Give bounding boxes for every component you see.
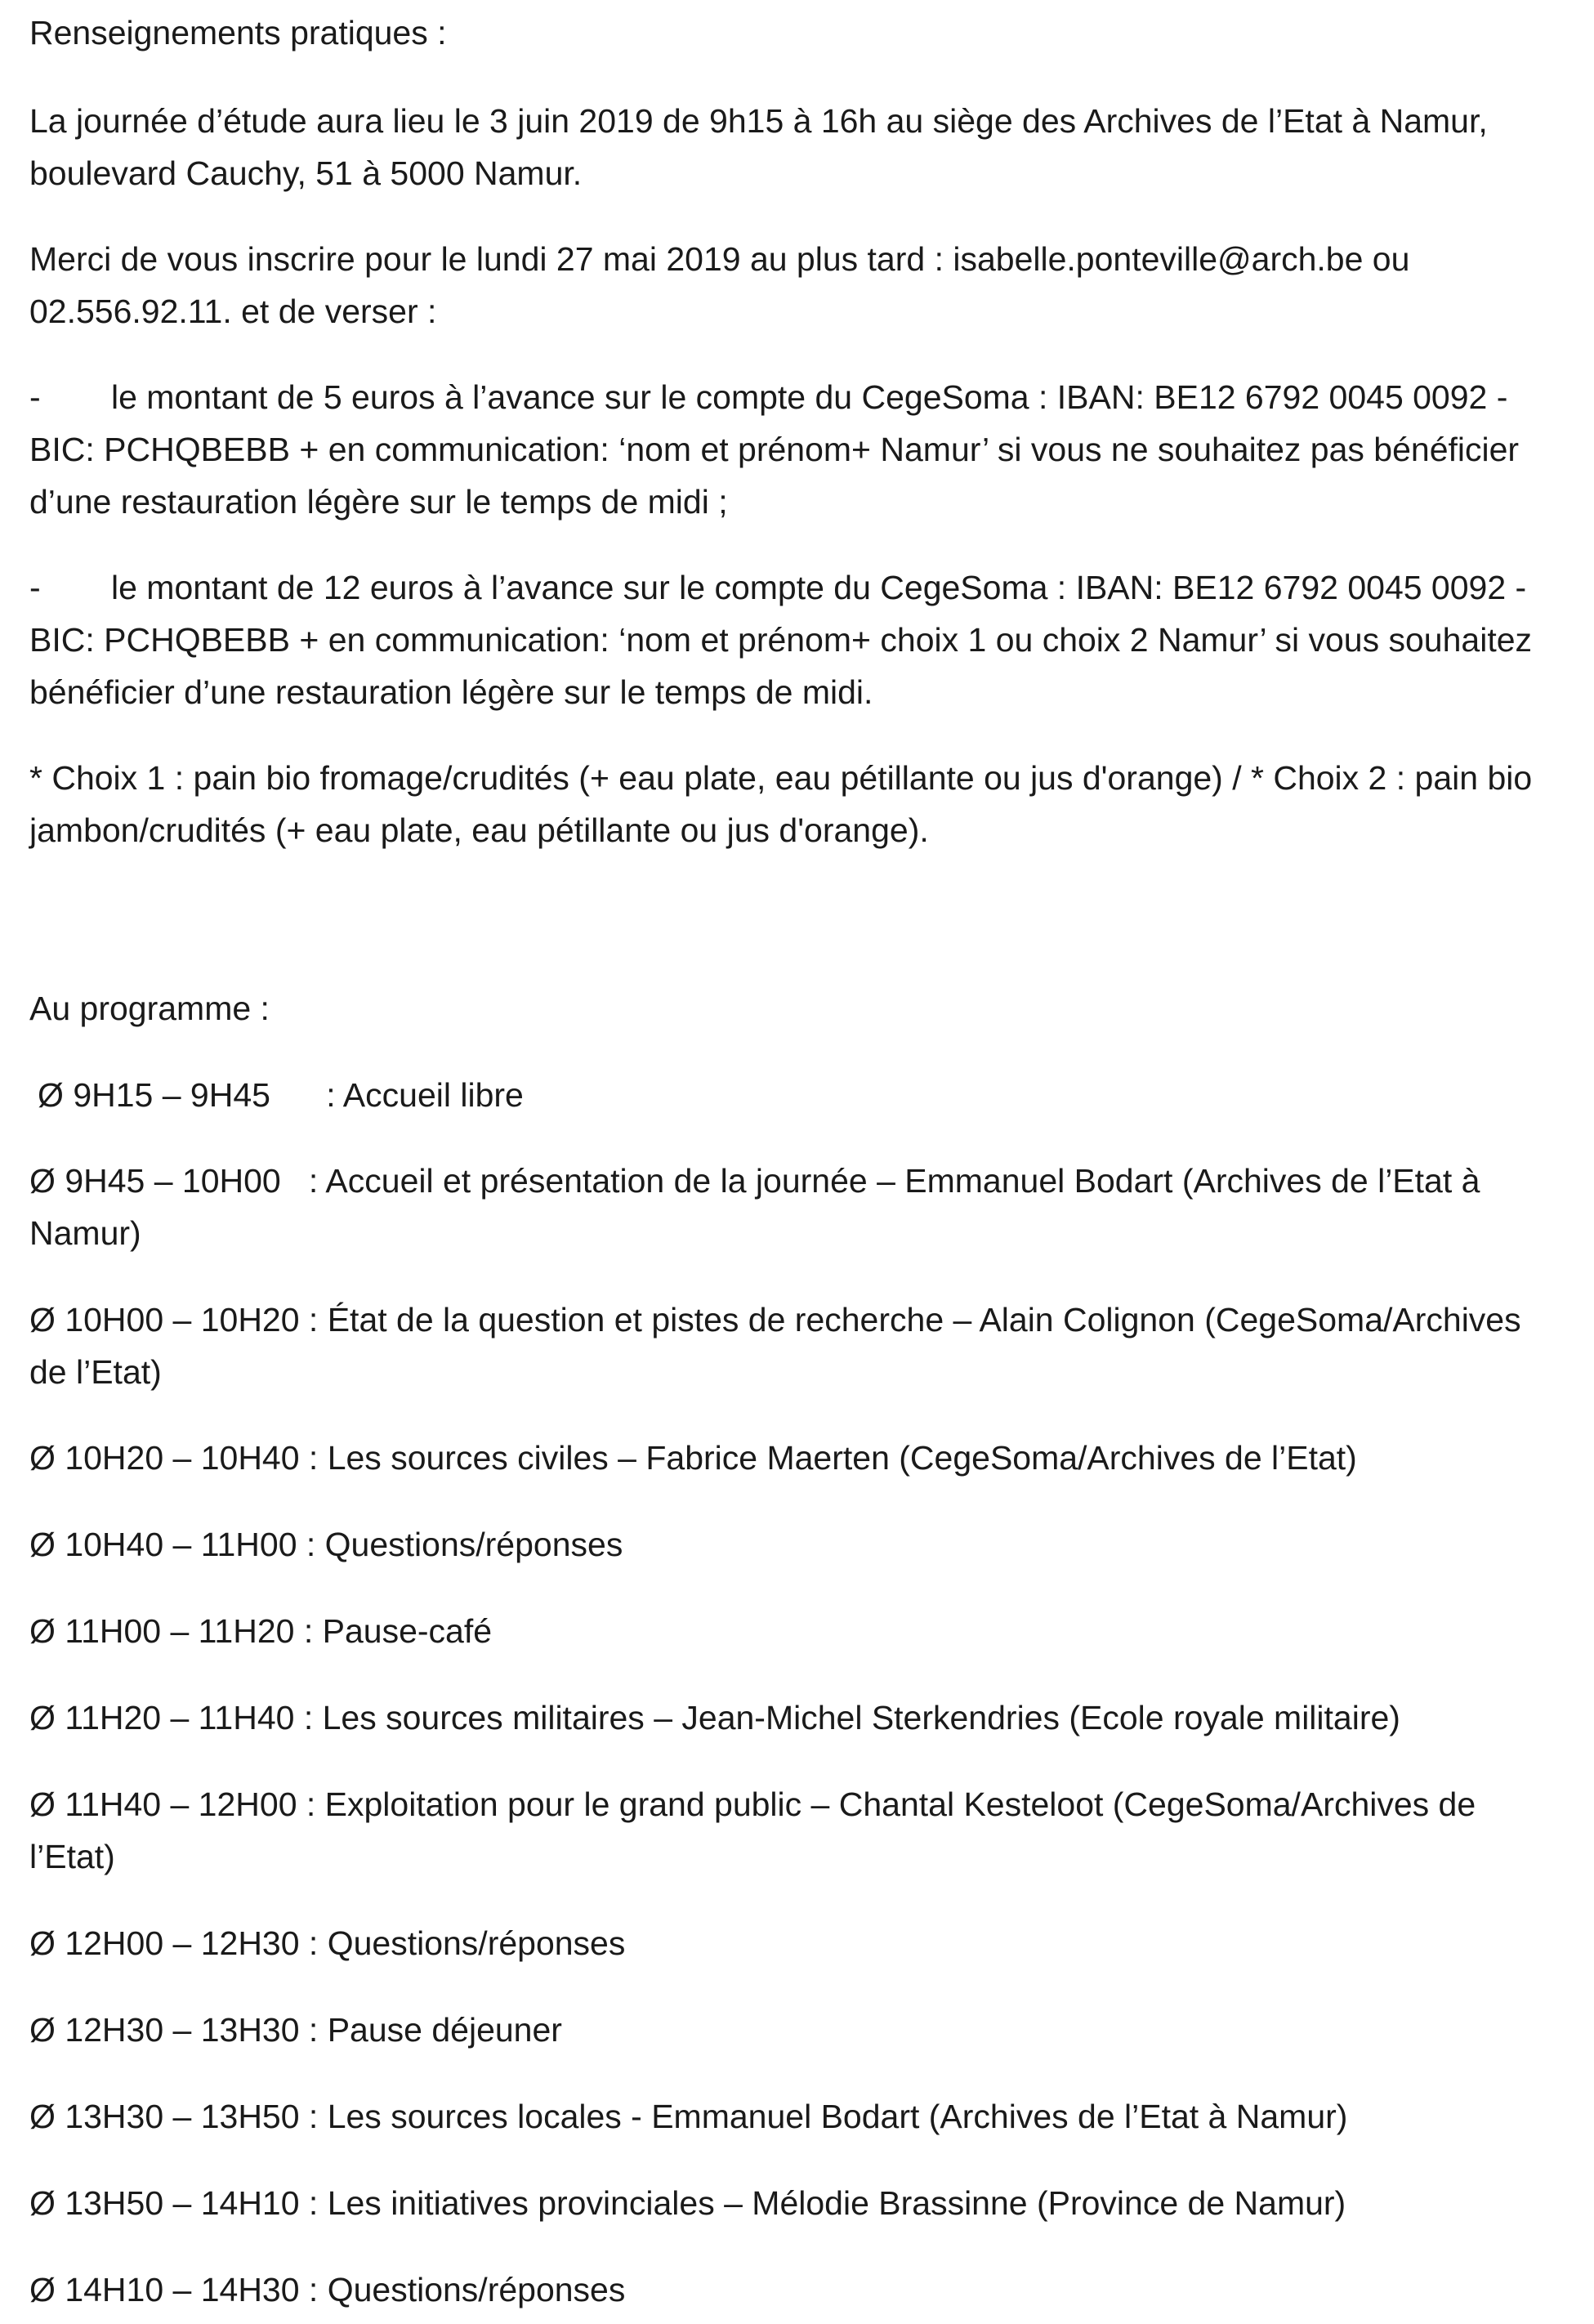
program-item (29, 2004, 1565, 2056)
program-heading: Au programme : (29, 990, 270, 1027)
payment-text: le montant de 5 euros à l’avance sur le compte du CegeSoma : IBAN: BE12 6792 0045 0092 - BIC: PCHQBEBB + en communication: ‘nom et prénom+ Namur’ si vous ne souhaitez pas bénéficier d’une restauration légère sur le temps de midi ; (29, 378, 1520, 521)
list-marker-icon: Ø (29, 1785, 56, 1823)
program-item-text: 9H15 – 9H45 : Accueil libre (73, 1076, 524, 1114)
payment-text: le montant de 12 euros à l’avance sur le compte du CegeSoma : IBAN: BE12 6792 0045 0092 - BIC: PCHQBEBB + en communication: ‘nom et prénom+ choix 1 ou choix 2 Namur’ si vous souhaitez bénéficier d’une restauration légère sur le temps de midi. (29, 569, 1533, 711)
program-item-text: 12H30 – 13H30 : Pause déjeuner (65, 2011, 562, 2049)
program-item (29, 2264, 1565, 2316)
payment-item (29, 371, 1565, 528)
program-item-text: 13H30 – 13H50 : Les sources locales - Emmanuel Bodart (Archives de l’Etat à Namur) (65, 2098, 1348, 2135)
list-marker-icon: Ø (29, 2184, 56, 2222)
program-item-text: 9H45 – 10H00 : Accueil et présentation de la journée – Emmanuel Bodart (Archives de l’Etat à Namur) (29, 1162, 1489, 1252)
program-item-text: 10H20 – 10H40 : Les sources civiles – Fabrice Maerten (CegeSoma/Archives de l’Etat) (65, 1439, 1357, 1477)
program-item-text: 14H10 – 14H30 : Questions/réponses (65, 2271, 626, 2308)
program-item (29, 1605, 1565, 1657)
payment-item (29, 561, 1565, 718)
program-item (29, 1778, 1565, 1883)
menu-choices-paragraph: * Choix 1 : pain bio fromage/crudités (+ eau plate, eau pétillante ou jus d'orange) / * Choix 2 : pain bio jambon/crudités (+ eau plate, eau pétillante ou jus d'orange). (29, 759, 1533, 849)
program-item (29, 1692, 1565, 1744)
intro-paragraph: La journée d’étude aura lieu le 3 juin 2019 de 9h15 à 16h au siège des Archives de l’Etat à Namur, boulevard Cauchy, 51 à 5000 Namur. (29, 102, 1488, 192)
list-marker-icon: Ø (29, 2098, 56, 2135)
dash-marker: - (29, 378, 41, 416)
program-item-text: 11H40 – 12H00 : Exploitation pour le grand public – Chantal Kesteloot (CegeSoma/Archives de l’Etat) (29, 1785, 1476, 1875)
program-item (29, 2177, 1565, 2229)
program-item-text: 10H40 – 11H00 : Questions/réponses (65, 1526, 623, 1563)
program-item (29, 2090, 1565, 2143)
list-marker-icon: Ø (29, 1924, 56, 1962)
program-item (29, 1518, 1565, 1571)
practical-info-heading: Renseignements pratiques : (29, 14, 447, 51)
list-marker-icon: Ø (29, 2271, 56, 2308)
program-item-text: 13H50 – 14H10 : Les initiatives provinciales – Mélodie Brassinne (Province de Namur) (65, 2184, 1346, 2222)
program-item-text: 12H00 – 12H30 : Questions/réponses (65, 1924, 626, 1962)
program-item-text: 11H00 – 11H20 : Pause-café (65, 1612, 493, 1650)
list-marker-icon: Ø (29, 1699, 56, 1736)
list-marker-icon: Ø (38, 1076, 64, 1114)
program-item (29, 1294, 1565, 1398)
list-marker-icon: Ø (29, 1612, 56, 1650)
program-item (38, 1069, 1565, 1121)
program-item-text: 11H20 – 11H40 : Les sources militaires – Jean-Michel Sterkendries (Ecole royale militaire) (65, 1699, 1400, 1736)
list-marker-icon: Ø (29, 1301, 56, 1339)
program-item (29, 1432, 1565, 1484)
program-item (29, 1155, 1565, 1259)
program-item-text: 10H00 – 10H20 : État de la question et pistes de recherche – Alain Colignon (CegeSoma/Archives de l’Etat) (29, 1301, 1521, 1391)
list-marker-icon: Ø (29, 1162, 56, 1200)
list-marker-icon: Ø (29, 1526, 56, 1563)
dash-marker: - (29, 569, 41, 606)
registration-text: Merci de vous inscrire pour le lundi 27 mai 2019 au plus tard : isabelle.ponteville@arch.be ou 02.556.92.11. et de verser : (29, 240, 1410, 330)
list-marker-icon: Ø (29, 1439, 56, 1477)
registration-paragraph (29, 233, 1565, 337)
list-marker-icon: Ø (29, 2011, 56, 2049)
program-item (29, 1917, 1565, 1969)
